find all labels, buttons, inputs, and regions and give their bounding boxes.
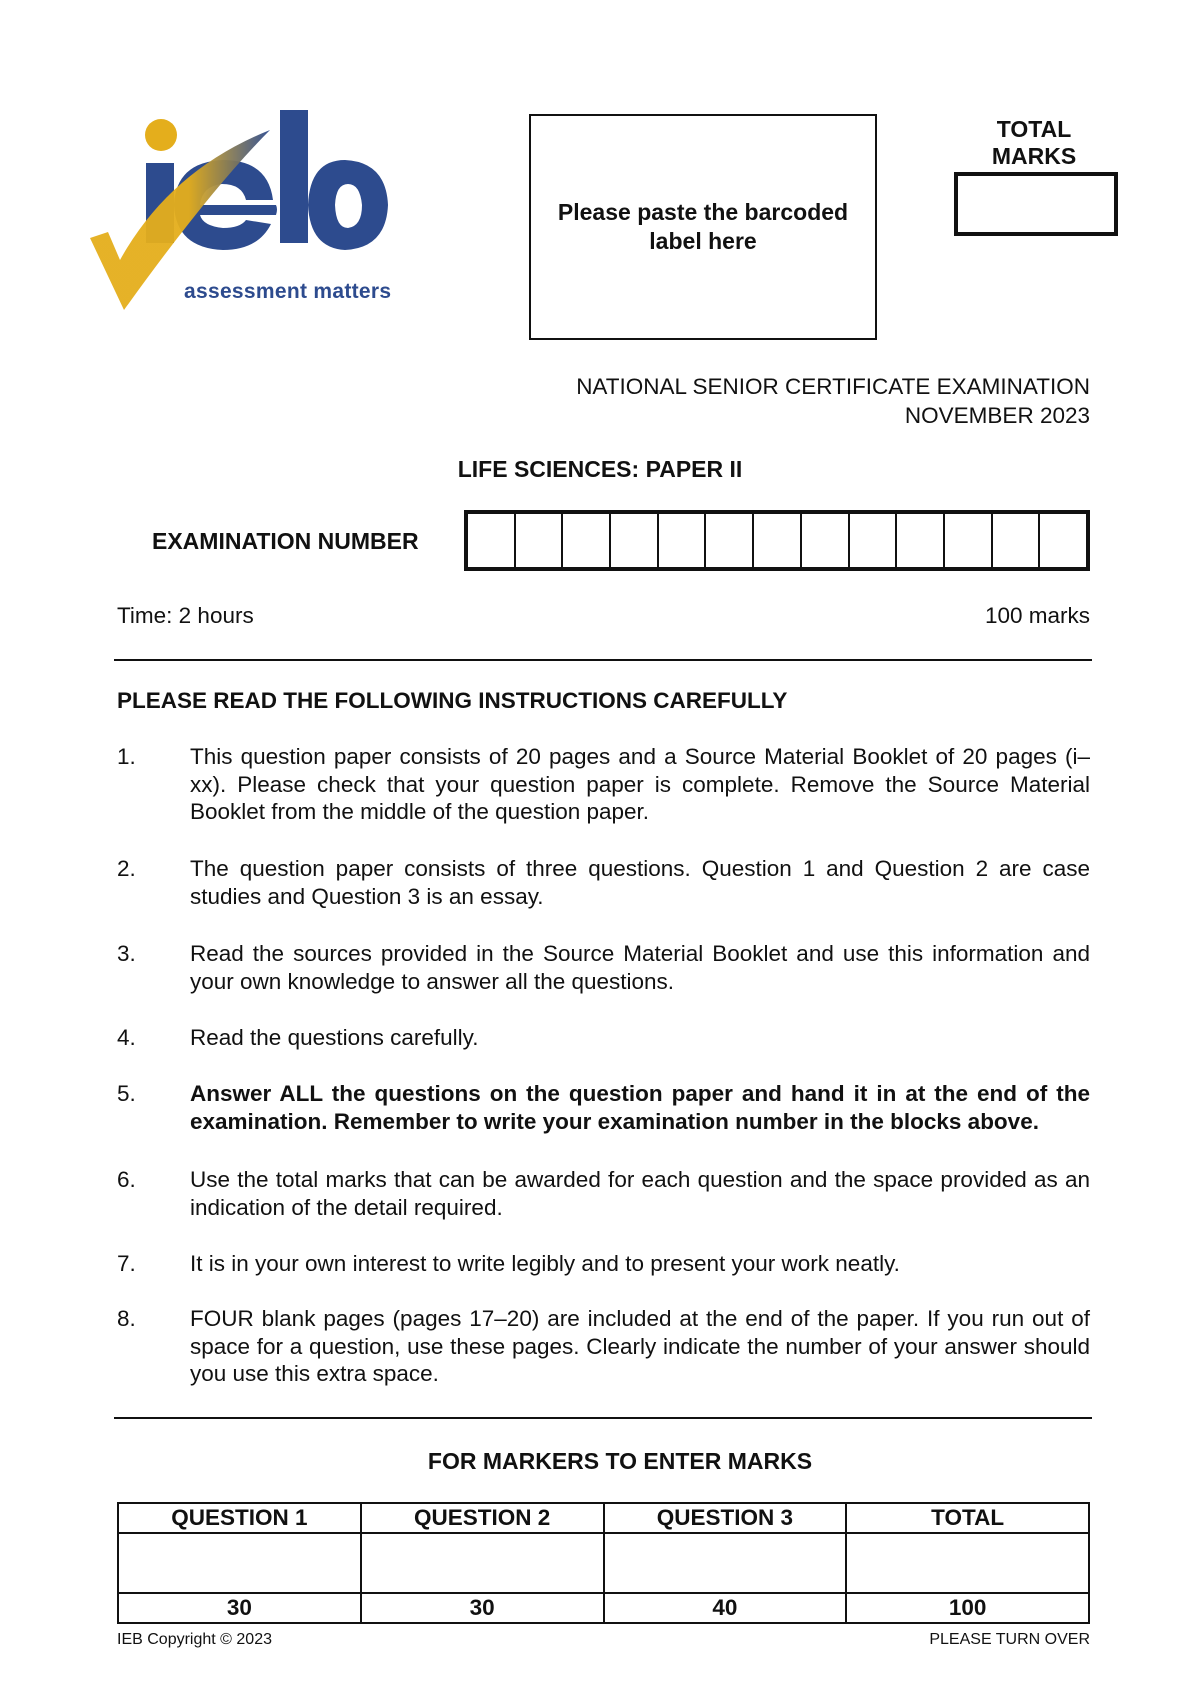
instructions-heading: PLEASE READ THE FOLLOWING INSTRUCTIONS CAREFULLY: [117, 688, 788, 713]
mark-entry-cell: [118, 1533, 361, 1593]
examination-number-boxes: [464, 510, 1090, 571]
barcode-label-text: Please paste the barcoded label here: [557, 199, 849, 254]
max-mark-cell: 30: [361, 1593, 604, 1623]
ieb-logo: [90, 110, 430, 340]
instruction-text: Read the questions carefully.: [190, 1025, 479, 1050]
instruction-number: 1.: [117, 744, 136, 769]
total-marks-box: [954, 172, 1118, 236]
total-marks-label: [950, 116, 1118, 170]
instruction-item: [117, 743, 1090, 826]
instruction-item: [117, 940, 1090, 995]
total-marks-line2: MARKS: [991, 143, 1077, 169]
column-header: TOTAL: [846, 1503, 1089, 1533]
instruction-item: [117, 1250, 1090, 1278]
mark-entry-cell: [361, 1533, 604, 1593]
ieb-logo-mark: [90, 110, 430, 340]
exam-duration: Time: 2 hours: [117, 603, 254, 628]
divider-bottom: [114, 1417, 1092, 1419]
examination-number-label: EXAMINATION NUMBER: [152, 528, 419, 554]
mark-entry-cell: [604, 1533, 847, 1593]
instruction-text: It is in your own interest to write legibly and to present your work neatly.: [190, 1251, 900, 1276]
markers-max-row: [118, 1593, 1089, 1623]
examination-number-box: [850, 514, 898, 567]
instruction-number: 5.: [117, 1081, 136, 1106]
exam-title-line1: NATIONAL SENIOR CERTIFICATE EXAMINATION: [576, 374, 1090, 399]
column-header: QUESTION 3: [604, 1503, 847, 1533]
exam-total-marks: 100 marks: [984, 603, 1090, 628]
instruction-number: 6.: [117, 1167, 136, 1192]
instruction-item: [117, 855, 1090, 910]
instruction-number: 3.: [117, 941, 136, 966]
examination-number-box: [659, 514, 707, 567]
instruction-number: 4.: [117, 1025, 136, 1050]
instruction-text: Use the total marks that can be awarded for each question and the space provided as an indication of the detail required.: [190, 1167, 1090, 1220]
divider-top: [114, 659, 1092, 661]
instruction-number: 2.: [117, 856, 136, 881]
instruction-item: [117, 1166, 1090, 1221]
max-mark-cell: 100: [846, 1593, 1089, 1623]
mark-entry-cell: [846, 1533, 1089, 1593]
total-marks-line1: TOTAL: [996, 116, 1072, 142]
examination-number-box: [897, 514, 945, 567]
examination-number-box: [468, 514, 516, 567]
exam-title: [576, 372, 1090, 430]
column-header: QUESTION 1: [118, 1503, 361, 1533]
markers-heading: FOR MARKERS TO ENTER MARKS: [427, 1448, 813, 1474]
examination-number-box: [945, 514, 993, 567]
footer-copyright: IEB Copyright © 2023: [117, 1631, 272, 1648]
examination-number-box: [1040, 514, 1086, 567]
instruction-text: Read the sources provided in the Source Material Booklet and use this information and your own knowledge to answer all the questions.: [190, 941, 1090, 994]
column-header: QUESTION 2: [361, 1503, 604, 1533]
paper-title: LIFE SCIENCES: PAPER II: [457, 456, 743, 482]
markers-table: [117, 1502, 1090, 1624]
markers-entry-row: [118, 1533, 1089, 1593]
instruction-text: The question paper consists of three questions. Question 1 and Question 2 are case studies and Question 3 is an essay.: [190, 856, 1090, 909]
examination-number-box: [611, 514, 659, 567]
exam-title-line2: NOVEMBER 2023: [904, 403, 1090, 428]
examination-number-box: [754, 514, 802, 567]
examination-number-box: [802, 514, 850, 567]
instruction-number: 8.: [117, 1306, 136, 1331]
instruction-number: 7.: [117, 1251, 136, 1276]
examination-number-box: [563, 514, 611, 567]
barcode-label-box: [529, 114, 877, 340]
instruction-item: [117, 1024, 1090, 1052]
instruction-text: FOUR blank pages (pages 17–20) are included at the end of the paper. If you run out of space for a question, use these pages. Clearly indicate the number of your answer should you use this extra space.: [190, 1306, 1090, 1386]
logo-tagline: assessment matters: [184, 280, 392, 303]
instruction-item: [117, 1080, 1090, 1135]
footer-turn-over: PLEASE TURN OVER: [929, 1631, 1090, 1648]
examination-number-box: [706, 514, 754, 567]
markers-header-row: [118, 1503, 1089, 1533]
examination-number-box: [516, 514, 564, 567]
instruction-item: [117, 1305, 1090, 1388]
max-mark-cell: 30: [118, 1593, 361, 1623]
instruction-text: This question paper consists of 20 pages and a Source Material Booklet of 20 pages (i–xx). Please check that your question paper is complete. Remove the Source Material Booklet from the middle of the question paper.: [190, 744, 1090, 824]
instruction-text: Answer ALL the questions on the question paper and hand it in at the end of the examination. Remember to write your examination number in the blocks above.: [190, 1081, 1090, 1134]
max-mark-cell: 40: [604, 1593, 847, 1623]
examination-number-box: [993, 514, 1041, 567]
